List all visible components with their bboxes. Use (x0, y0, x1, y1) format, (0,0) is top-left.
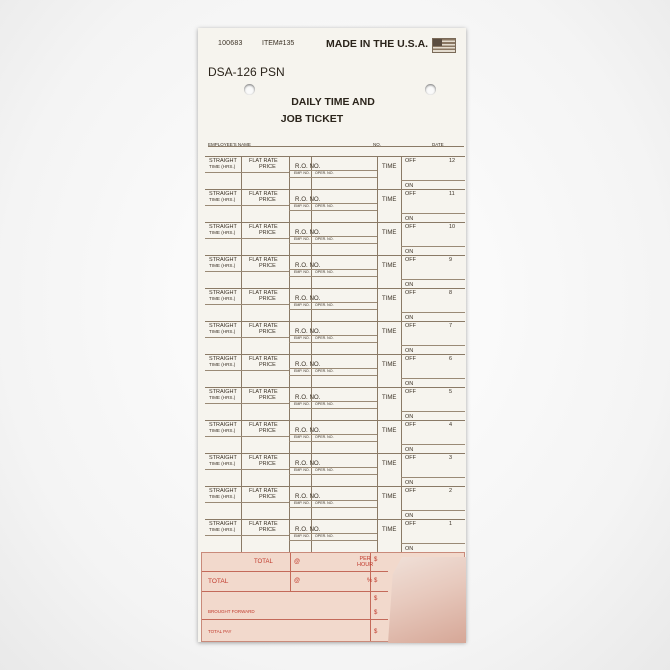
ro-no-label: R.O. NO. (295, 163, 321, 170)
emp-no-label: EMP. NO. (294, 435, 310, 439)
off-label: OFF (405, 488, 416, 494)
straight-time-label: STRAIGHT (209, 257, 237, 263)
summary-divider (290, 553, 291, 591)
column-divider (401, 355, 402, 388)
column-divider (401, 223, 402, 256)
row-divider (205, 205, 289, 206)
form-code: DSA-126 PSN (208, 65, 285, 79)
straight-time-label: STRAIGHT (209, 455, 237, 461)
ro-no-label: R.O. NO. (295, 493, 321, 500)
column-divider (377, 454, 378, 487)
row-divider (205, 403, 289, 404)
row-number: 5 (449, 389, 453, 395)
column-divider (289, 157, 290, 190)
flat-rate-label: FLAT RATE (249, 224, 278, 230)
column-divider (289, 322, 290, 355)
ticket-title-line2: JOB TICKET (280, 113, 344, 125)
column-divider (377, 487, 378, 520)
column-divider (401, 289, 402, 322)
ro-no-label: R.O. NO. (295, 526, 321, 533)
straight-time-label: STRAIGHT (209, 191, 237, 197)
straight-time-label: STRAIGHT (209, 158, 237, 164)
oper-no-label: OPER. NO. (315, 534, 334, 538)
column-divider (289, 520, 290, 553)
time-label: TIME (382, 329, 397, 335)
ro-no-label: R.O. NO. (295, 328, 321, 335)
column-divider (401, 157, 402, 190)
price-label: PRICE (259, 395, 276, 401)
row-divider (289, 342, 377, 343)
time-label: TIME (382, 461, 397, 467)
row-number: 6 (449, 356, 453, 362)
price-label: PRICE (259, 263, 276, 269)
time-ticket (198, 28, 466, 642)
off-label: OFF (405, 455, 416, 461)
item-number: ITEM#135 (262, 40, 295, 47)
column-divider (377, 223, 378, 256)
straight-time-hrs-label: TIME (HRS.) (209, 296, 236, 301)
time-entry-row (205, 387, 465, 421)
time-entry-row (205, 222, 465, 256)
on-label: ON (405, 216, 414, 222)
column-divider (401, 454, 402, 487)
flat-rate-label: FLAT RATE (249, 422, 278, 428)
on-label: ON (405, 348, 414, 354)
ro-no-label: R.O. NO. (295, 460, 321, 467)
emp-no-label: EMP. NO. (294, 534, 310, 538)
row-divider (205, 271, 289, 272)
column-divider (377, 520, 378, 553)
row-divider (401, 312, 465, 313)
emp-no-label: EMP. NO. (294, 336, 310, 340)
column-divider (241, 421, 242, 454)
time-entry-row (205, 189, 465, 223)
row-divider (205, 337, 289, 338)
punch-hole-right (425, 84, 436, 95)
row-divider (289, 276, 377, 277)
dollar-sign: $ (374, 596, 378, 602)
price-label: PRICE (259, 428, 276, 434)
column-divider (241, 190, 242, 223)
time-rows (205, 156, 465, 552)
row-divider (205, 238, 289, 239)
column-divider (311, 355, 312, 388)
row-divider (205, 172, 289, 173)
time-entry-row (205, 288, 465, 322)
time-entry-row (205, 519, 465, 553)
price-label: PRICE (259, 461, 276, 467)
at-sign: @ (294, 578, 301, 584)
straight-time-hrs-label: TIME (HRS.) (209, 263, 236, 268)
row-divider (289, 309, 377, 310)
row-divider (289, 210, 377, 211)
column-divider (289, 223, 290, 256)
flat-rate-label: FLAT RATE (249, 389, 278, 395)
column-divider (289, 487, 290, 520)
column-divider (311, 388, 312, 421)
row-divider (401, 378, 465, 379)
time-label: TIME (382, 527, 397, 533)
per-label: PER (359, 556, 371, 562)
off-label: OFF (405, 290, 416, 296)
on-label: ON (405, 513, 414, 519)
column-divider (311, 322, 312, 355)
folded-carbon-copy (388, 557, 466, 643)
row-divider (205, 469, 289, 470)
time-entry-row (205, 156, 465, 190)
on-label: ON (405, 381, 414, 387)
time-entry-row (205, 321, 465, 355)
straight-time-hrs-label: TIME (HRS.) (209, 230, 236, 235)
product-code: 100683 (218, 40, 243, 47)
column-divider (311, 289, 312, 322)
flat-rate-label: FLAT RATE (249, 455, 278, 461)
row-divider (289, 441, 377, 442)
row-divider (401, 444, 465, 445)
column-divider (241, 454, 242, 487)
row-divider (205, 535, 289, 536)
brought-forward-label: BROUGHT FORWARD (208, 609, 255, 614)
straight-time-hrs-label: TIME (HRS.) (209, 461, 236, 466)
column-divider (377, 421, 378, 454)
column-divider (241, 157, 242, 190)
row-divider (401, 543, 465, 544)
summary-section (201, 552, 465, 642)
column-divider (377, 190, 378, 223)
row-divider (401, 510, 465, 511)
row-number: 7 (449, 323, 453, 329)
off-label: OFF (405, 323, 416, 329)
oper-no-label: OPER. NO. (315, 501, 334, 505)
row-number: 8 (449, 290, 453, 296)
row-number: 1 (449, 521, 453, 527)
summary-divider (202, 591, 388, 592)
on-label: ON (405, 480, 414, 486)
flat-rate-label: FLAT RATE (249, 158, 278, 164)
emp-no-label: EMP. NO. (294, 204, 310, 208)
row-divider (401, 213, 465, 214)
column-divider (311, 487, 312, 520)
emp-no-label: EMP. NO. (294, 303, 310, 307)
ticket-title-line1: DAILY TIME AND (291, 96, 375, 108)
flat-rate-label: FLAT RATE (249, 191, 278, 197)
time-label: TIME (382, 164, 397, 170)
column-divider (401, 388, 402, 421)
row-divider (289, 177, 377, 178)
time-label: TIME (382, 263, 397, 269)
hour-label: HOUR (357, 562, 374, 568)
row-divider (401, 477, 465, 478)
oper-no-label: OPER. NO. (315, 204, 334, 208)
row-number: 12 (449, 158, 456, 164)
time-label: TIME (382, 428, 397, 434)
row-divider (401, 246, 465, 247)
time-entry-row (205, 354, 465, 388)
on-label: ON (405, 546, 414, 552)
price-label: PRICE (259, 527, 276, 533)
row-divider (205, 436, 289, 437)
price-label: PRICE (259, 329, 276, 335)
ro-no-label: R.O. NO. (295, 361, 321, 368)
column-divider (311, 520, 312, 553)
column-divider (289, 190, 290, 223)
employee-line (208, 146, 464, 147)
column-divider (289, 388, 290, 421)
time-label: TIME (382, 230, 397, 236)
column-divider (289, 421, 290, 454)
emp-no-label: EMP. NO. (294, 402, 310, 406)
column-divider (289, 289, 290, 322)
straight-time-label: STRAIGHT (209, 389, 237, 395)
summary-divider (202, 619, 388, 620)
price-label: PRICE (259, 197, 276, 203)
flat-rate-label: FLAT RATE (249, 290, 278, 296)
time-entry-row (205, 255, 465, 289)
ro-no-label: R.O. NO. (295, 394, 321, 401)
row-divider (401, 279, 465, 280)
column-divider (241, 256, 242, 289)
column-divider (401, 421, 402, 454)
column-divider (289, 355, 290, 388)
straight-time-hrs-label: TIME (HRS.) (209, 362, 236, 367)
column-divider (241, 223, 242, 256)
date-label: DATE (432, 142, 444, 147)
oper-no-label: OPER. NO. (315, 369, 334, 373)
straight-time-label: STRAIGHT (209, 422, 237, 428)
row-divider (289, 243, 377, 244)
straight-time-hrs-label: TIME (HRS.) (209, 428, 236, 433)
time-entry-row (205, 486, 465, 520)
column-divider (241, 520, 242, 553)
time-label: TIME (382, 395, 397, 401)
oper-no-label: OPER. NO. (315, 171, 334, 175)
row-number: 4 (449, 422, 453, 428)
column-divider (377, 322, 378, 355)
column-divider (401, 520, 402, 553)
straight-time-label: STRAIGHT (209, 290, 237, 296)
us-flag-icon (432, 38, 456, 53)
price-label: PRICE (259, 230, 276, 236)
off-label: OFF (405, 158, 416, 164)
on-label: ON (405, 414, 414, 420)
row-divider (401, 180, 465, 181)
flat-rate-label: FLAT RATE (249, 323, 278, 329)
flat-rate-label: FLAT RATE (249, 488, 278, 494)
emp-no-label: EMP. NO. (294, 171, 310, 175)
row-divider (205, 370, 289, 371)
emp-no-label: EMP. NO. (294, 369, 310, 373)
column-divider (289, 256, 290, 289)
column-divider (241, 355, 242, 388)
column-divider (289, 454, 290, 487)
per-hour-label (357, 556, 373, 568)
off-label: OFF (405, 191, 416, 197)
column-divider (241, 487, 242, 520)
column-divider (241, 322, 242, 355)
row-number: 3 (449, 455, 453, 461)
straight-time-label: STRAIGHT (209, 521, 237, 527)
straight-time-label: STRAIGHT (209, 323, 237, 329)
made-in-usa: MADE IN THE U.S.A. (326, 38, 429, 50)
off-label: OFF (405, 356, 416, 362)
off-label: OFF (405, 389, 416, 395)
flat-rate-label: FLAT RATE (249, 356, 278, 362)
time-entry-row (205, 453, 465, 487)
oper-no-label: OPER. NO. (315, 237, 334, 241)
off-label: OFF (405, 257, 416, 263)
row-divider (289, 408, 377, 409)
emp-no-label: EMP. NO. (294, 468, 310, 472)
employee-name-label: EMPLOYEE'S NAME (208, 142, 251, 147)
price-label: PRICE (259, 362, 276, 368)
price-label: PRICE (259, 164, 276, 170)
column-divider (377, 388, 378, 421)
on-label: ON (405, 282, 414, 288)
time-label: TIME (382, 296, 397, 302)
row-number: 10 (449, 224, 456, 230)
straight-time-hrs-label: TIME (HRS.) (209, 395, 236, 400)
straight-time-label: STRAIGHT (209, 224, 237, 230)
straight-time-hrs-label: TIME (HRS.) (209, 494, 236, 499)
ro-no-label: R.O. NO. (295, 262, 321, 269)
ro-no-label: R.O. NO. (295, 196, 321, 203)
column-divider (241, 289, 242, 322)
flat-rate-label: FLAT RATE (249, 521, 278, 527)
column-divider (311, 190, 312, 223)
time-label: TIME (382, 362, 397, 368)
row-number: 9 (449, 257, 453, 263)
row-divider (401, 411, 465, 412)
dollar-sign: $ (374, 557, 378, 563)
ro-no-label: R.O. NO. (295, 229, 321, 236)
column-divider (377, 355, 378, 388)
straight-time-hrs-label: TIME (HRS.) (209, 329, 236, 334)
total-pay-label: TOTAL PAY (208, 629, 232, 634)
price-label: PRICE (259, 494, 276, 500)
total-hours-label: TOTAL (254, 559, 273, 565)
column-divider (377, 256, 378, 289)
time-entry-row (205, 420, 465, 454)
oper-no-label: OPER. NO. (315, 435, 334, 439)
oper-no-label: OPER. NO. (315, 468, 334, 472)
row-divider (205, 304, 289, 305)
row-divider (289, 507, 377, 508)
summary-divider (202, 571, 388, 572)
oper-no-label: OPER. NO. (315, 270, 334, 274)
column-divider (311, 223, 312, 256)
column-divider (311, 454, 312, 487)
emp-no-label: EMP. NO. (294, 501, 310, 505)
dollar-sign: $ (374, 629, 378, 635)
column-divider (377, 157, 378, 190)
dollar-sign: $ (374, 578, 378, 584)
column-divider (401, 487, 402, 520)
emp-no-label: EMP. NO. (294, 237, 310, 241)
column-divider (377, 289, 378, 322)
total-label: TOTAL (208, 578, 229, 585)
employee-no-label: NO. (373, 142, 382, 147)
straight-time-hrs-label: TIME (HRS.) (209, 197, 236, 202)
row-number: 11 (449, 191, 455, 197)
off-label: OFF (405, 422, 416, 428)
dollar-sign: $ (374, 610, 378, 616)
row-divider (289, 375, 377, 376)
row-divider (289, 474, 377, 475)
on-label: ON (405, 249, 414, 255)
emp-no-label: EMP. NO. (294, 270, 310, 274)
price-label: PRICE (259, 296, 276, 302)
oper-no-label: OPER. NO. (315, 303, 334, 307)
row-divider (401, 345, 465, 346)
column-divider (311, 157, 312, 190)
percent-sign: % (367, 578, 373, 584)
column-divider (401, 256, 402, 289)
ro-no-label: R.O. NO. (295, 295, 321, 302)
row-number: 2 (449, 488, 453, 494)
off-label: OFF (405, 521, 416, 527)
flat-rate-label: FLAT RATE (249, 257, 278, 263)
on-label: ON (405, 315, 414, 321)
time-label: TIME (382, 197, 397, 203)
column-divider (311, 421, 312, 454)
oper-no-label: OPER. NO. (315, 336, 334, 340)
column-divider (241, 388, 242, 421)
column-divider (401, 322, 402, 355)
oper-no-label: OPER. NO. (315, 402, 334, 406)
straight-time-label: STRAIGHT (209, 356, 237, 362)
ro-no-label: R.O. NO. (295, 427, 321, 434)
straight-time-hrs-label: TIME (HRS.) (209, 164, 236, 169)
time-label: TIME (382, 494, 397, 500)
row-divider (205, 502, 289, 503)
straight-time-label: STRAIGHT (209, 488, 237, 494)
straight-time-hrs-label: TIME (HRS.) (209, 527, 236, 532)
punch-hole-left (244, 84, 255, 95)
on-label: ON (405, 183, 414, 189)
column-divider (311, 256, 312, 289)
column-divider (401, 190, 402, 223)
at-sign: @ (294, 559, 301, 565)
row-divider (289, 540, 377, 541)
off-label: OFF (405, 224, 416, 230)
on-label: ON (405, 447, 414, 453)
